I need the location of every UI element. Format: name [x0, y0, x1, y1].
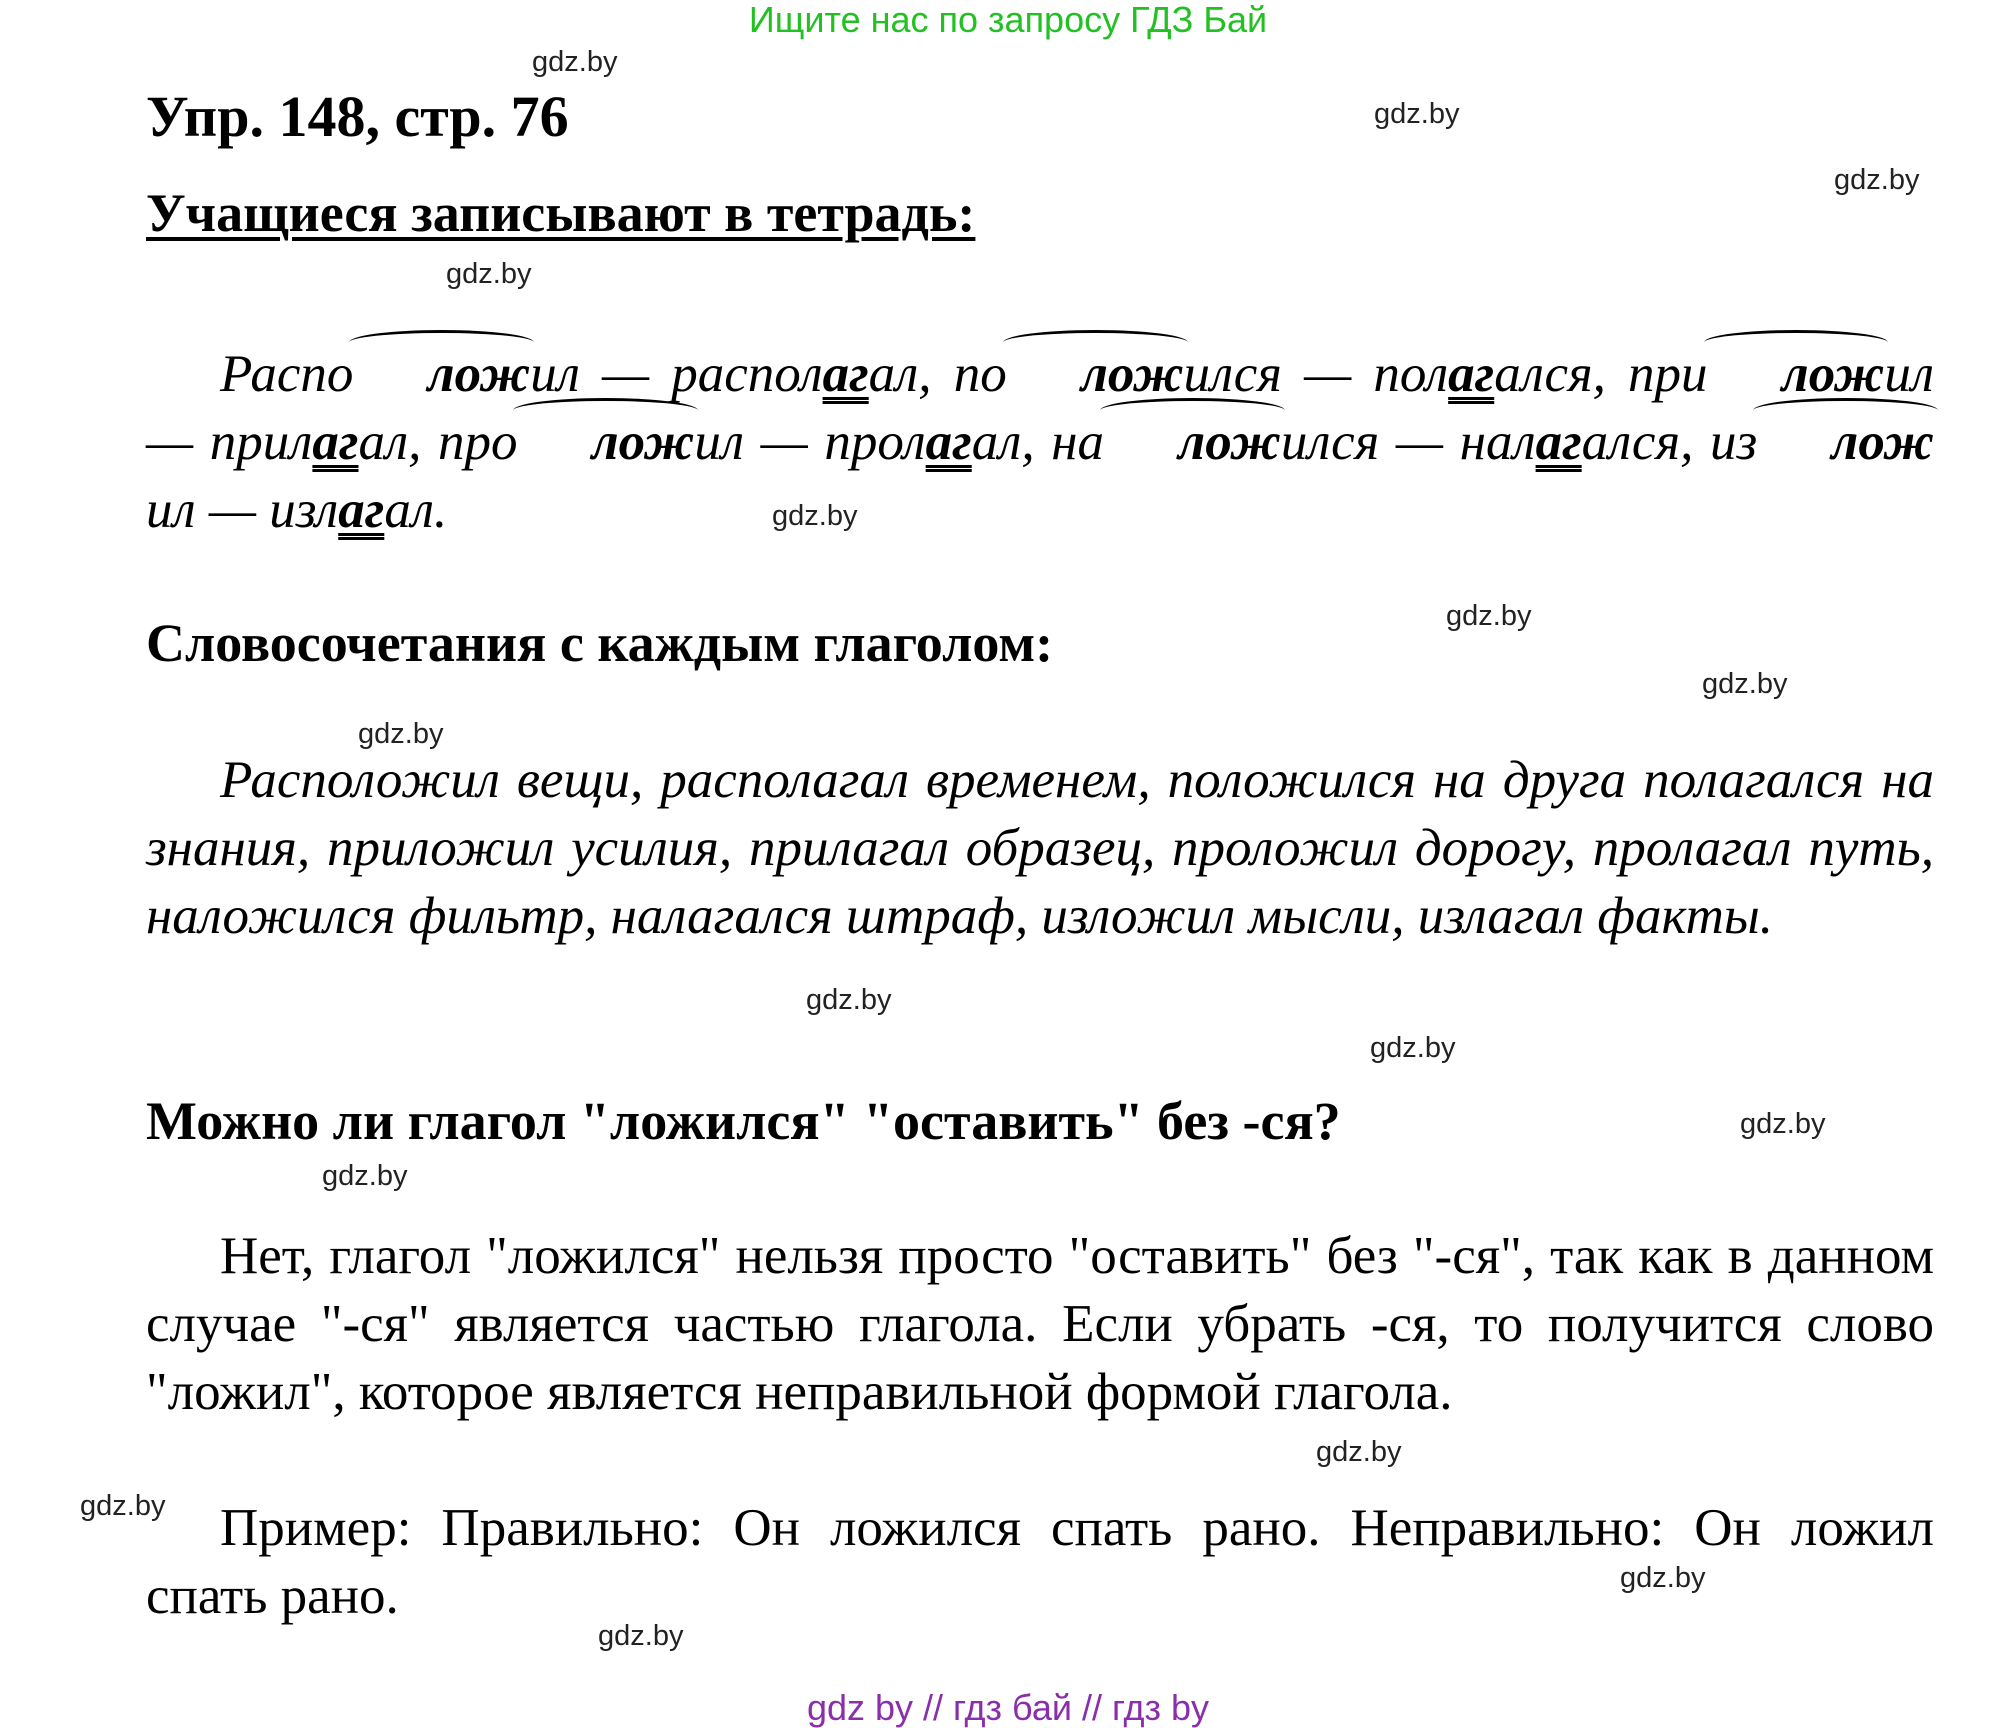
- watermark: gdz.by: [1370, 1032, 1456, 1064]
- verb-word: [210, 413, 408, 471]
- phrases-paragraph: Расположил вещи, располагал временем, положился на друга полагался на знания, приложил усилия, прилагал образец, проложил дорогу, пролагал путь, наложился фильтр, налагался штраф, изложил мысли, излагал факты.: [146, 751, 1934, 945]
- watermark: gdz.by: [1316, 1436, 1402, 1468]
- verb-root: лож: [1007, 340, 1184, 408]
- verb-prefix: распол: [671, 345, 823, 403]
- verb-suffix: аг: [1535, 413, 1582, 471]
- verb-word: [954, 345, 1282, 403]
- watermark: gdz.by: [80, 1490, 166, 1522]
- verb-ending: ался: [1581, 413, 1681, 471]
- verb-ending: ился: [1183, 345, 1282, 403]
- verb-ending: ил: [1884, 345, 1935, 403]
- verb-ending: ил: [694, 413, 744, 471]
- verb-word: [824, 413, 1021, 471]
- verb-suffix: аг: [925, 413, 972, 471]
- verb-ending: ал: [384, 481, 434, 539]
- verb-root: лож: [353, 340, 530, 408]
- watermark: gdz.by: [1702, 668, 1788, 700]
- watermark: gdz.by: [358, 718, 444, 750]
- verb-prefix: на: [1051, 413, 1105, 471]
- section-heading-phrases: Словосочетания с каждым глаголом:: [146, 613, 1054, 673]
- footer-links: gdz by // гдз бай // гдз by: [806, 1687, 1210, 1728]
- verb-prefix: прол: [824, 413, 926, 471]
- verb-ending: ил: [146, 481, 196, 539]
- verb-word: [671, 345, 918, 403]
- verb-root: лож: [1757, 408, 1934, 476]
- section-heading-question: Можно ли глагол "ложился" "оставить" без -ся?: [146, 1091, 1341, 1151]
- verb-root: лож: [1104, 408, 1281, 476]
- verb-suffix: аг: [338, 481, 385, 539]
- verb-suffix: аг: [822, 345, 869, 403]
- watermark: gdz.by: [1374, 98, 1460, 130]
- verb-prefix: из: [1709, 413, 1758, 471]
- verb-suffix: аг: [312, 413, 359, 471]
- verb-suffix: аг: [1448, 345, 1495, 403]
- watermark: gdz.by: [532, 46, 618, 78]
- verb-prefix: по: [953, 345, 1007, 403]
- watermark: gdz.by: [322, 1160, 408, 1192]
- verb-pairs-paragraph: Распо ложил — располагал, по ложился — полагался, при ложил — прилагал, про ложил — пролагал, на ложился — налагался, из ложил — излагал.: [146, 340, 1934, 544]
- watermark: gdz.by: [446, 258, 532, 290]
- verb-prefix: прил: [209, 413, 313, 471]
- exercise-title: Упр. 148, стр. 76: [146, 84, 569, 149]
- verb-prefix: Распо: [220, 345, 354, 403]
- verb-prefix: при: [1628, 345, 1708, 403]
- watermark: gdz.by: [1446, 600, 1532, 632]
- verb-word: [1628, 345, 1934, 403]
- verb-root: лож: [517, 408, 694, 476]
- verb-ending: ал: [358, 413, 409, 471]
- verb-word: [1373, 345, 1592, 403]
- watermark: gdz.by: [1740, 1108, 1826, 1140]
- search-banner: Ищите нас по запросу ГДЗ Бай: [748, 0, 1268, 40]
- verb-ending: ался: [1494, 345, 1593, 403]
- verb-ending: ал: [868, 345, 919, 403]
- example-paragraph: Пример: Правильно: Он ложился спать рано. Неправильно: Он ложил спать рано.: [146, 1499, 1934, 1625]
- watermark: gdz.by: [1834, 164, 1920, 196]
- verb-ending: ал: [971, 413, 1022, 471]
- verb-prefix: нал: [1459, 413, 1536, 471]
- verb-prefix: пол: [1373, 345, 1449, 403]
- verb-word: [1460, 413, 1680, 471]
- verb-word: [220, 345, 580, 403]
- watermark: gdz.by: [598, 1620, 684, 1652]
- verb-root: лож: [1708, 340, 1885, 408]
- verb-prefix: про: [437, 413, 518, 471]
- watermark: gdz.by: [806, 984, 892, 1016]
- answer-paragraph: Нет, глагол "ложился" нельзя просто "оставить" без "-ся", так как в данном случае "-ся" является частью глагола. Если убрать -ся, то получится слово "ложил", которое является неправильной формой глагола.: [146, 1227, 1934, 1421]
- watermark: gdz.by: [1620, 1562, 1706, 1594]
- verb-ending: ился: [1280, 413, 1380, 471]
- verb-prefix: изл: [269, 481, 339, 539]
- verb-word: [1051, 413, 1379, 471]
- verb-ending: ил: [530, 345, 580, 403]
- verb-word: [438, 413, 744, 471]
- verb-word: [269, 481, 434, 539]
- section-heading-notebook: Учащиеся записывают в тетрадь:: [146, 183, 976, 243]
- watermark: gdz.by: [772, 500, 858, 532]
